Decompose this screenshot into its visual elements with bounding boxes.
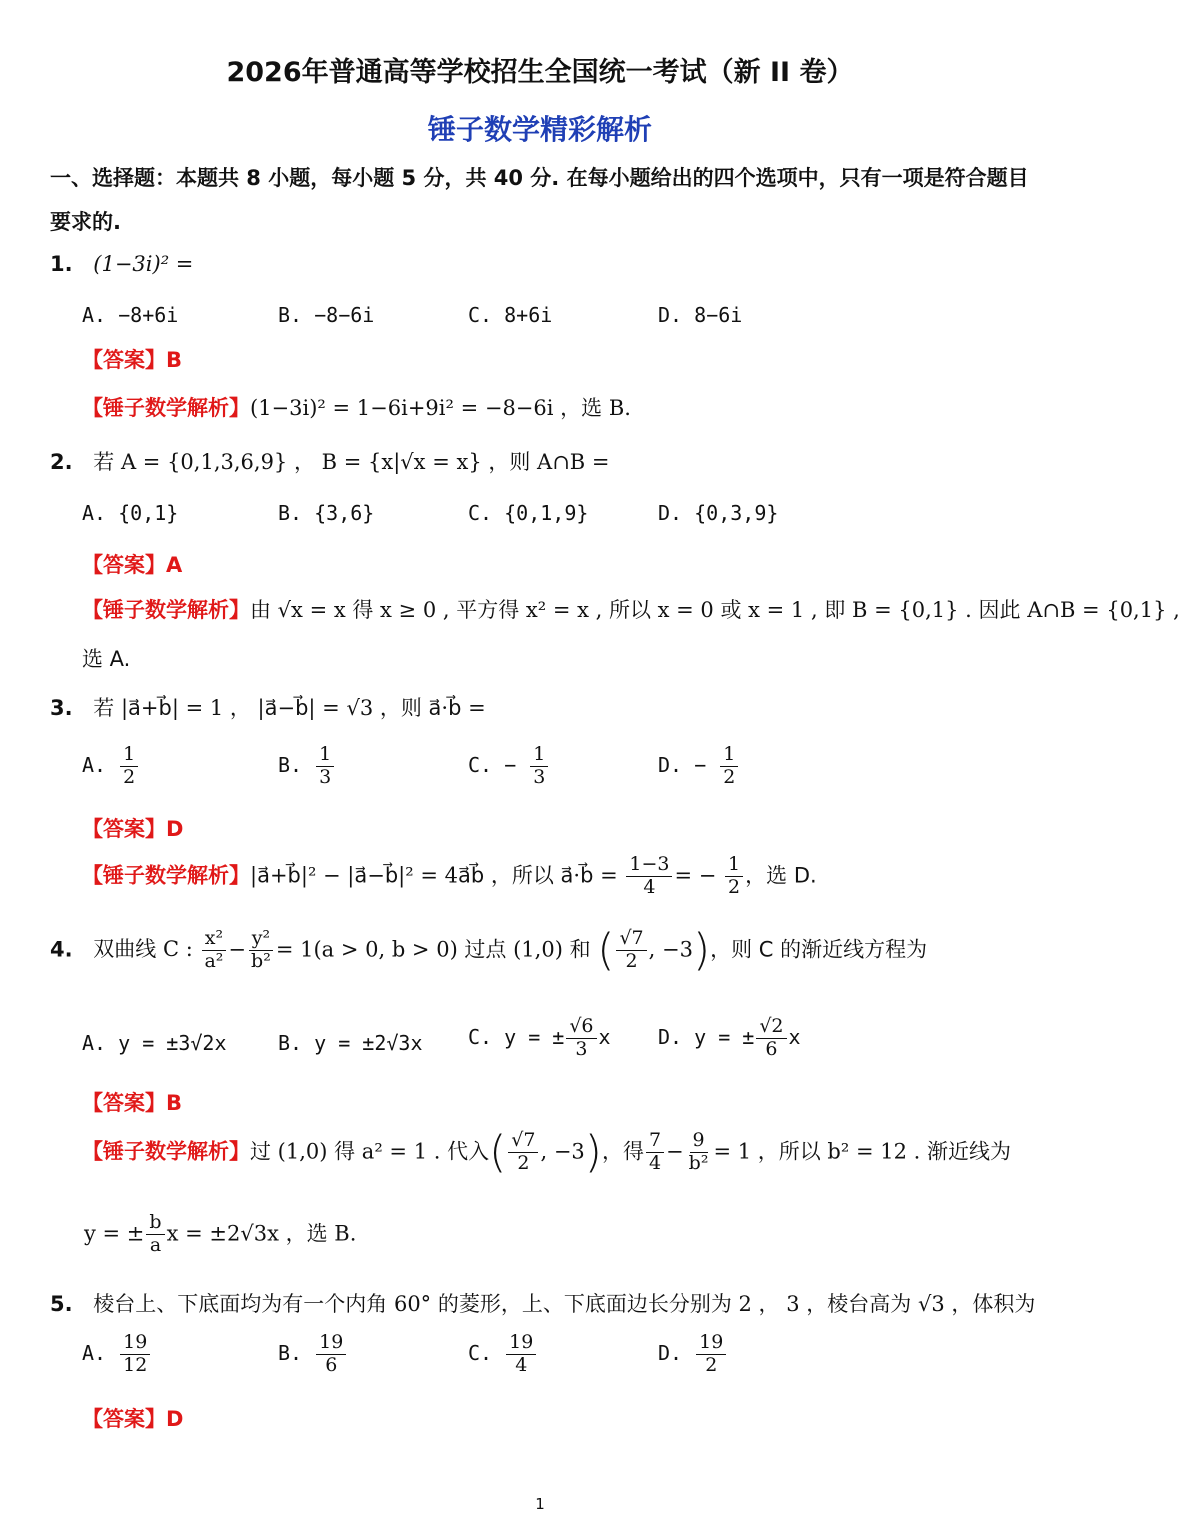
option-label: B. bbox=[278, 752, 303, 777]
question-stem: 棱台上、下底面均为有一个内角 60° 的菱形，上、下底面边长分别为 2 ， 3 ，棱台高为 √3 ，体积为 bbox=[93, 1292, 1036, 1316]
question-number: 2. bbox=[50, 450, 73, 474]
math-text: , −3 bbox=[648, 937, 693, 962]
math-text: − bbox=[666, 1139, 684, 1164]
answer-4 bbox=[82, 1087, 182, 1117]
question-number: 1. bbox=[50, 252, 73, 276]
fraction: $\frac{1}{3}$ bbox=[316, 744, 334, 789]
analysis-2-cont: 选 A. bbox=[82, 647, 131, 671]
option-a: A. −8+6i bbox=[82, 303, 179, 327]
option-a bbox=[82, 744, 140, 789]
option-a: A. y = ±3√2x bbox=[82, 1031, 227, 1055]
option-label: D. − bbox=[658, 752, 707, 777]
analysis-1 bbox=[82, 392, 631, 422]
option-d: D. 8−6i bbox=[658, 303, 743, 327]
analysis-label: 【锤子数学解析】 bbox=[82, 863, 250, 888]
analysis-text: = 1 ，所以 b² = 12 . 渐近线为 bbox=[713, 1139, 1011, 1164]
paren-open: ( bbox=[489, 1126, 507, 1178]
answer-2 bbox=[82, 549, 182, 579]
fraction: $\frac{√7}{2}$ bbox=[508, 1130, 538, 1175]
fraction: $\frac{9}{\text{b²}}$ bbox=[688, 1129, 709, 1174]
fraction: $\frac{19}{12}$ bbox=[120, 1332, 150, 1377]
option-a: A. {0,1} bbox=[82, 501, 179, 525]
section-instructions-line2: 要求的. bbox=[50, 210, 121, 234]
option-b bbox=[278, 744, 336, 789]
math-text: = 1(a > 0, b > 0) 过点 (1,0) 和 bbox=[275, 937, 591, 962]
analysis-text: x = ±2√3x ，选 B. bbox=[166, 1221, 357, 1246]
fraction: $\frac{7}{4}$ bbox=[646, 1130, 664, 1175]
analysis-text: 过 (1,0) 得 a² = 1 . 代入 bbox=[250, 1139, 490, 1164]
question-stem: 若 A = {0,1,3,6,9} ， B = {x|√x = x} ，则 A∩B = bbox=[93, 450, 610, 474]
math-text: − bbox=[228, 937, 247, 962]
analysis-label: 【锤子数学解析】 bbox=[82, 1139, 250, 1164]
option-d: D. y = ± $\frac{√2}{6}$ x bbox=[658, 1015, 801, 1060]
option-label: B. bbox=[278, 1340, 303, 1365]
option-b bbox=[278, 1332, 348, 1377]
answer-value: D bbox=[166, 817, 184, 841]
question-stem-tail: ，则 C 的渐近线方程为 bbox=[710, 937, 928, 962]
option-c: C. y = ± $\frac{√6}{3}$ x bbox=[468, 1015, 611, 1060]
fraction: $\frac{19}{6}$ bbox=[316, 1332, 346, 1377]
math-text: y = ± bbox=[84, 1221, 145, 1246]
option-d bbox=[658, 744, 740, 789]
answer-value: B bbox=[166, 348, 183, 372]
option-c: C. {0,1,9} bbox=[468, 501, 589, 525]
answer-5 bbox=[82, 1403, 183, 1433]
fraction: $\frac{1-3}{4}$ bbox=[626, 854, 672, 899]
option-label: C. bbox=[468, 1340, 493, 1365]
fraction: $\frac{19}{2}$ bbox=[696, 1332, 726, 1377]
page-title: 2026年普通高等学校招生全国统一考试（新 II 卷） bbox=[226, 57, 854, 88]
question-stem: (1−3i)² = bbox=[93, 252, 194, 276]
option-c: C. 8+6i bbox=[468, 303, 553, 327]
option-label: A. bbox=[82, 752, 107, 777]
question-2 bbox=[50, 446, 610, 476]
paren-close: ) bbox=[692, 924, 711, 976]
fraction: $\frac{√7}{2}$ bbox=[616, 928, 646, 973]
fraction: $\frac{19}{4}$ bbox=[506, 1332, 536, 1377]
option-b: B. −8−6i bbox=[278, 303, 375, 327]
question-number: 5. bbox=[50, 1292, 73, 1316]
fraction: $\frac{√6}{3}$ bbox=[566, 1016, 596, 1061]
page-subtitle: 锤子数学精彩解析 bbox=[427, 113, 652, 146]
analysis-text: (1−3i)² = 1−6i+9i² = −8−6i ，选 B. bbox=[250, 396, 631, 420]
analysis-3 bbox=[82, 854, 817, 899]
question-4 bbox=[50, 924, 928, 976]
fraction: $\frac{1}{2}$ bbox=[120, 744, 138, 789]
option-d: D. {0,3,9} bbox=[658, 501, 779, 525]
option-label: C. − bbox=[468, 752, 517, 777]
fraction: $\frac{b}{a}$ bbox=[146, 1212, 164, 1257]
question-number: 4. bbox=[50, 937, 73, 962]
option-d bbox=[658, 1332, 728, 1377]
fraction: $\frac{\text{y²}}{\text{b²}}$ bbox=[248, 928, 274, 973]
page-number: 1 bbox=[535, 1495, 545, 1513]
answer-1 bbox=[82, 344, 182, 374]
question-number: 3. bbox=[50, 696, 73, 720]
analysis-4 bbox=[82, 1126, 1011, 1178]
option-label: D. y = ± bbox=[658, 1024, 755, 1049]
option-b: B. y = ±2√3x bbox=[278, 1031, 423, 1055]
answer-label: 【答案】 bbox=[82, 1091, 166, 1115]
answer-label: 【答案】 bbox=[82, 1407, 166, 1431]
option-a bbox=[82, 1332, 152, 1377]
answer-value: A bbox=[166, 553, 183, 577]
fraction: $\frac{1}{3}$ bbox=[530, 744, 548, 789]
section-instructions-line1: 一、选择题：本题共 8 小题，每小题 5 分，共 40 分. 在每小题给出的四个选项中，只有一项是符合题目 bbox=[50, 166, 1029, 190]
option-label: C. y = ± bbox=[468, 1024, 565, 1049]
option-label: D. bbox=[658, 1340, 683, 1365]
answer-label: 【答案】 bbox=[82, 553, 166, 577]
question-stem: 若 |a⃗+b⃗| = 1 ， |a⃗−b⃗| = √3 ，则 a⃗·b⃗ = bbox=[93, 696, 486, 720]
math-text: , −3 bbox=[540, 1139, 585, 1164]
analysis-text: = − bbox=[674, 863, 717, 888]
option-b: B. {3,6} bbox=[278, 501, 375, 525]
paren-open: ( bbox=[597, 924, 615, 976]
fraction: $\frac{√2}{6}$ bbox=[756, 1016, 786, 1061]
fraction: $\frac{\text{x²}}{\text{a²}}$ bbox=[201, 928, 226, 973]
paren-close: ) bbox=[584, 1126, 602, 1178]
answer-label: 【答案】 bbox=[82, 817, 166, 841]
answer-value: B bbox=[166, 1091, 183, 1115]
answer-3 bbox=[82, 813, 183, 843]
analysis-2 bbox=[82, 594, 1180, 624]
analysis-label: 【锤子数学解析】 bbox=[82, 598, 250, 622]
option-c bbox=[468, 744, 550, 789]
answer-value: D bbox=[166, 1407, 184, 1431]
question-5 bbox=[50, 1288, 1035, 1318]
answer-label: 【答案】 bbox=[82, 348, 166, 372]
question-3 bbox=[50, 692, 486, 722]
question-stem: 双曲线 C : bbox=[93, 937, 193, 962]
fraction: $\frac{1}{2}$ bbox=[720, 744, 738, 789]
analysis-text: 由 √x = x 得 x ≥ 0 , 平方得 x² = x , 所以 x = 0 或 x = 1 , 即 B = {0,1} . 因此 A∩B = {0,1} , bbox=[250, 598, 1180, 622]
question-1 bbox=[50, 252, 193, 276]
analysis-label: 【锤子数学解析】 bbox=[82, 396, 250, 420]
analysis-4-cont bbox=[84, 1212, 356, 1257]
option-c bbox=[468, 1332, 538, 1377]
option-label: A. bbox=[82, 1340, 107, 1365]
analysis-text: |a⃗+b⃗|² − |a⃗−b⃗|² = 4a⃗b⃗ ，所以 a⃗·b⃗ = bbox=[250, 863, 618, 888]
analysis-text: ，得 bbox=[601, 1139, 644, 1164]
fraction: $\frac{1}{2}$ bbox=[725, 854, 743, 899]
analysis-text: ，选 D. bbox=[745, 863, 817, 888]
